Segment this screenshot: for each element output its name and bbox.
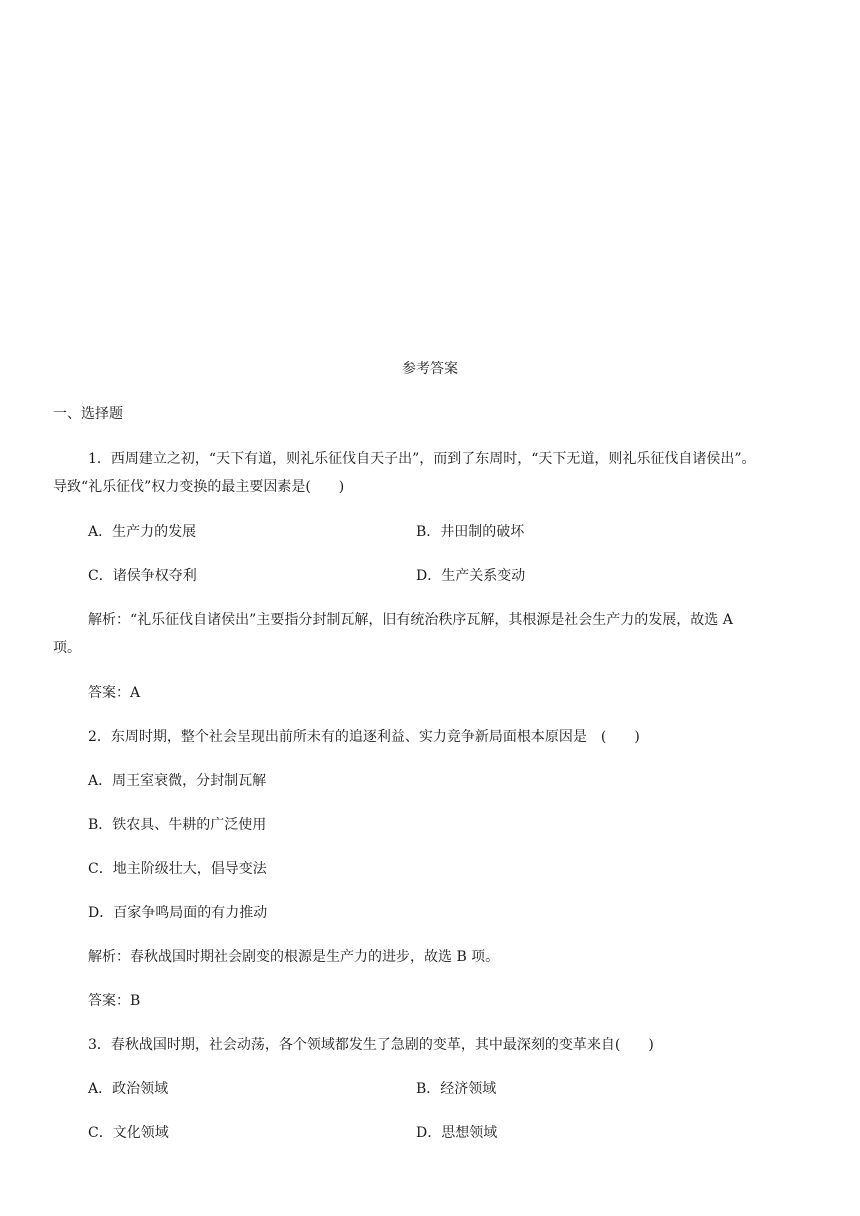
question-1-analysis: 解析：“礼乐征伐自诸侯出”主要指分封制瓦解，旧有统治秩序瓦解，其根源是社会生产力的发展，故选 A [88,612,733,628]
question-1-answer: 答案：A [88,685,141,701]
question-2-analysis: 解析：春秋战国时期社会剧变的根源是生产力的进步，故选 B 项。 [88,949,500,965]
section-heading: 一、选择题 [53,406,123,422]
question-1-stem: 1．西周建立之初，“天下有道，则礼乐征伐自天子出”，而到了东周时，“天下无道，则礼乐征伐自诸侯出”。 [88,451,756,467]
question-2-option-a: A．周王室衰微，分封制瓦解 [88,773,267,789]
question-2-option-c: C．地主阶级壮大，倡导变法 [88,861,267,877]
question-1-option-c: C．诸侯争权夺利 [88,568,197,584]
question-3-option-c: C．文化领域 [88,1125,169,1141]
page-title: 参考答案 [402,361,458,377]
question-1-option-a: A．生产力的发展 [88,524,197,540]
question-1-analysis-continued: 项。 [53,640,81,656]
question-3-option-d: D．思想领域 [416,1125,498,1141]
question-2-stem: 2．东周时期，整个社会呈现出前所未有的追逐利益、实力竞争新局面根本原因是 ( ) [88,729,640,745]
question-1-option-d: D．生产关系变动 [416,568,526,584]
question-2-answer: 答案：B [88,993,141,1009]
question-2-option-d: D．百家争鸣局面的有力推动 [88,905,268,921]
question-2-option-b: B．铁农具、牛耕的广泛使用 [88,817,267,833]
question-3-option-b: B．经济领域 [416,1081,497,1097]
question-3-stem: 3．春秋战国时期，社会动荡，各个领域都发生了急剧的变革，其中最深刻的变革来自( ) [88,1037,654,1053]
question-1-stem-continued: 导致“礼乐征伐”权力变换的最主要因素是( ) [53,479,345,495]
question-1-option-b: B．井田制的破坏 [416,524,525,540]
question-3-option-a: A．政治领域 [88,1081,169,1097]
